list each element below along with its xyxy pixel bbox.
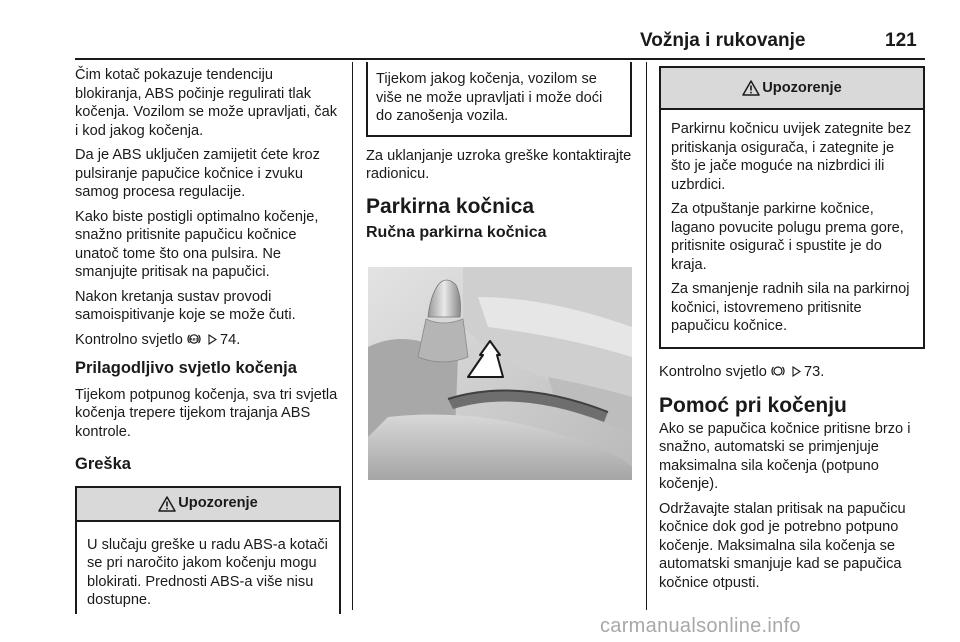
section-heading: Prilagodljivo svjetlo kočenja [75,359,297,377]
page-reference-link[interactable]: 73. [804,363,825,380]
warning-title: Upozorenje [762,79,842,96]
section-heading: Greška [75,455,131,473]
paragraph-text: Kontrolno svjetlo [75,331,183,348]
column-1 [75,66,341,614]
warning-triangle-icon [158,496,176,512]
section-heading: Pomoć pri kočenju [659,394,847,417]
warning-header [661,68,923,110]
abs-warning-light-icon [187,332,201,346]
warning-text: Parkirnu kočnicu uvijek zategnite bez pritiskanja osigurača, i zategnite je što je jače moguće na nizbrdici ili uzbrdici. [671,121,912,193]
warning-triangle-icon [742,80,760,96]
warning-text: Za otpuštanje parkirne kočnice, lagano povucite polugu prema gore, pritisnite osigurač i spustite je do kraja. [671,201,904,273]
warning-box-continued [366,62,632,137]
watermark-text: carmanualsonline.info [600,615,801,637]
paragraph: Da je ABS uključen zamijetit ćete kroz pulsiranje papučice kočnice i zvuku samog procesa regulacije. [75,147,320,200]
paragraph: Ako se papučica kočnice pritisne brzo i snažno, automatski se primjenjuje maksimalna sila kočenja (potpuno kočenje). [659,420,911,492]
page-reference-icon [208,334,217,345]
paragraph: Za uklanjanje uzroka greške kontaktirajte radionicu. [366,147,632,182]
column-3 [659,66,925,598]
warning-body [77,522,339,614]
header-rule [75,58,925,60]
column-divider-1 [352,62,353,610]
warning-text: U slučaju greške u radu ABS-a kotači se pri naročito jakom kočenju mogu blokirati. Prednosti ABS-a više nisu dostupne. [87,536,328,608]
subsection-heading: Ručna parkirna kočnica [366,224,547,241]
paragraph: Održavajte stalan pritisak na papučicu kočnice dok god je potrebno potpuno kočenje. Maksimalna sila kočenja se automatski smanjuje kad se papučica kočnice otpusti. [659,500,906,591]
hand-brake-illustration [368,267,632,480]
paragraph-text: Kontrolno svjetlo [659,363,767,380]
brake-warning-light-icon [771,364,785,378]
header-title: Vožnja i rukovanje [640,30,806,51]
paragraph-abs-warning-light [75,331,341,350]
column-divider-2 [646,62,647,610]
paragraph: Nakon kretanja sustav provodi samoispitivanje koje se može čuti. [75,288,296,323]
hand-brake-image [368,267,632,480]
warning-text: Tijekom jakog kočenja, vozilom se više ne može upravljati i može doći do zanošenja vozila. [376,71,603,124]
page-reference-link[interactable]: 74. [220,331,241,348]
paragraph: Čim kotač pokazuje tendenciju blokiranja, ABS počinje regulirati tlak kočenja. Vozilom se može upravljati, čak i kod jakog kočenja. [75,67,337,139]
paragraph-brake-warning-light [659,363,925,382]
svg-text:ABS: ABS [189,336,199,342]
warning-header [77,488,339,522]
warning-text: Za smanjenje radnih sila na parkirnoj kočnici, istovremeno pritisnite papučicu kočnice. [671,281,910,334]
column-2 [366,62,632,255]
section-heading: Parkirna kočnica [366,194,535,218]
warning-box [75,486,341,614]
page-reference-icon [792,366,801,377]
paragraph: Kako biste postigli optimalno kočenje, snažno pritisnite papučicu kočnice unatoč tome što ona pulsira. Ne smanjujte pritisak na papučici. [75,208,319,280]
page-number: 121 [885,30,917,51]
warning-box [659,66,925,349]
paragraph: Tijekom potpunog kočenja, sva tri svjetla kočenja trepere tijekom trajanja ABS kontrole. [75,386,338,440]
warning-title: Upozorenje [178,495,258,512]
warning-body [661,110,923,347]
